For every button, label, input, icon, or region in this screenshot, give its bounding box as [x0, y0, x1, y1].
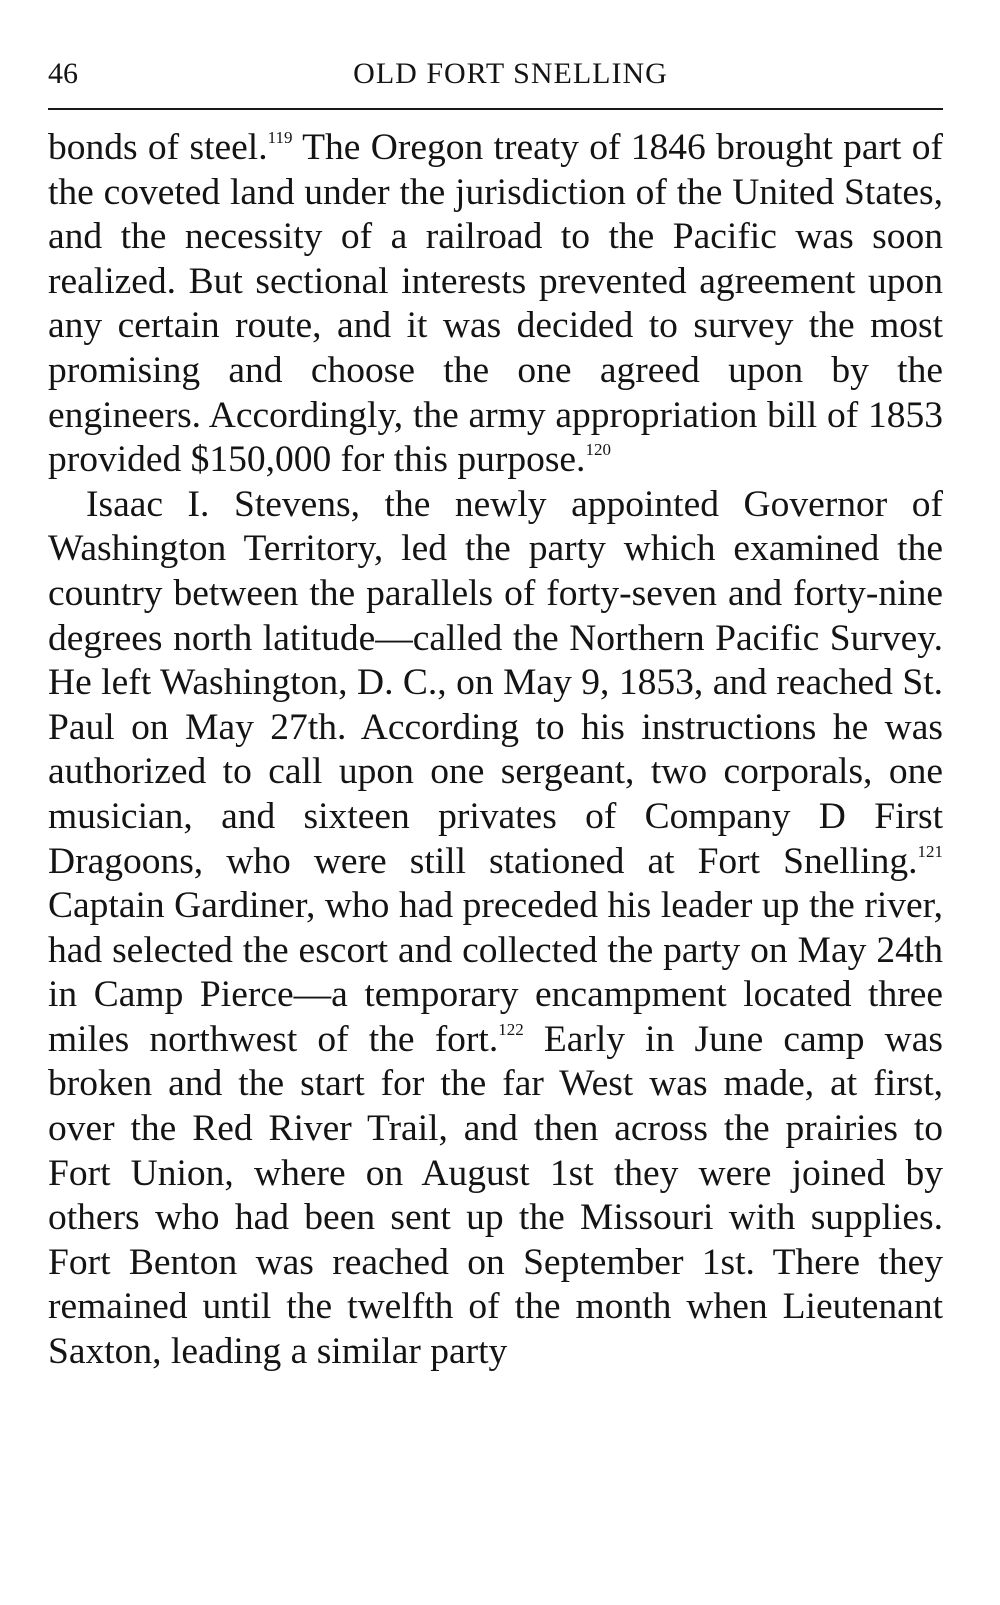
- body-text: [48, 126, 943, 1375]
- book-page: [48, 50, 943, 1375]
- paragraph-2-text-b: Captain Gardiner, who had preceded his leader up the river, had selected the escort and collected the party on May 24th in Camp Pierce—a temporary encampment located three miles northwest of the fort.: [48, 885, 943, 1060]
- footnote-ref-122: 122: [498, 1019, 524, 1039]
- page-header: [48, 50, 943, 98]
- paragraph-2: [48, 483, 943, 1375]
- paragraph-2-text-c: Early in June camp was broken and the start for the far West was made, at first, over the Red River Trail, and then across the prairies to Fort Union, where on August 1st they were joined by others who had been sent up the Missouri with supplies. Fort Benton was reached on September 1st. There they remained until the twelfth of the month when Lieutenant Saxton, leading a similar party: [48, 1018, 943, 1373]
- paragraph-1-text-b: The Oregon treaty of 1846 brought part of the coveted land under the jurisdiction of the United States, and the necessity of a railroad to the Pacific was soon realized. But sectional interests prevented agreement upon any certain route, and it was decided to survey the most promising and choose the one agreed upon by the engineers. Accordingly, the army appropriation bill of 1853 provided $150,000 for this purpose.: [48, 127, 943, 481]
- paragraph-1: [48, 126, 943, 483]
- running-title: OLD FORT SNELLING: [353, 57, 668, 90]
- footnote-ref-121: 121: [917, 841, 943, 861]
- paragraph-1-text-a: bonds of steel.: [48, 127, 268, 168]
- footnote-ref-120: 120: [585, 440, 611, 460]
- paragraph-2-text-a: Isaac I. Stevens, the newly appointed Governor of Washington Territory, led the party which examined the country between the parallels of forty-seven and forty-nine degrees north latitude—called the Northern Pacific Survey. He left Washington, D. C., on May 9, 1853, and reached St. Paul on May 27th. According to his instructions he was authorized to call upon one sergeant, two corporals, one musician, and sixteen privates of Company D First Dragoons, who were still stationed at Fort Snelling.: [48, 483, 943, 882]
- footnote-ref-119: 119: [267, 128, 293, 147]
- header-rule: [48, 108, 943, 110]
- page-number: 46: [48, 57, 78, 90]
